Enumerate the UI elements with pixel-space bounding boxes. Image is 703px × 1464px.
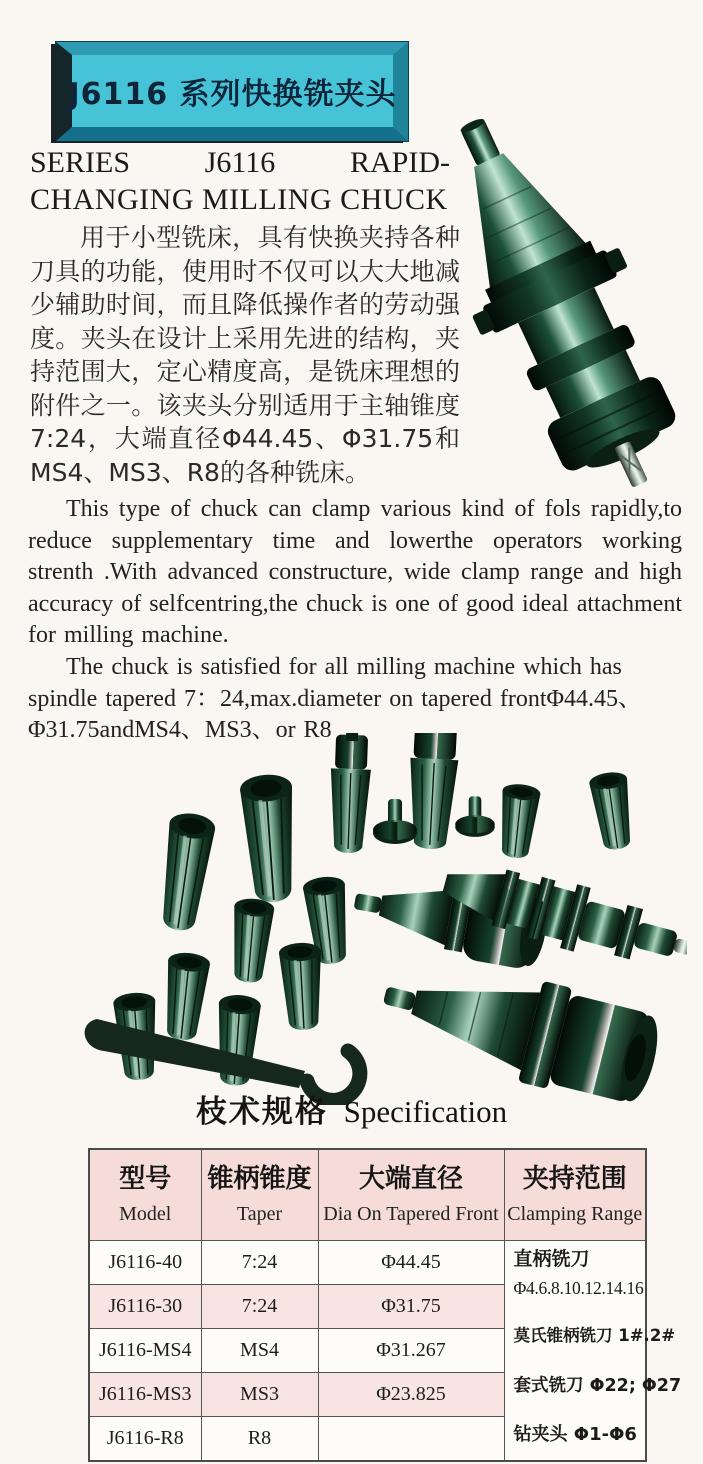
clamping-range-content — [513, 1248, 682, 1446]
cell-model: J6116-MS4 — [89, 1329, 201, 1373]
clamping-range-line: Φ4.6.8.10.12.14.16 — [513, 1277, 644, 1298]
clamping-range-line: 钻夹头 Φ1-Φ6 — [513, 1424, 637, 1446]
series-banner — [56, 42, 408, 141]
header-model — [89, 1149, 201, 1241]
clamping-range-group — [514, 1249, 642, 1298]
chuck-body — [398, 96, 703, 488]
collet — [239, 773, 300, 904]
header-model-en: Model — [119, 1203, 172, 1226]
clamping-range-line: 莫氏锥柄铣刀 1#.2# — [513, 1326, 676, 1346]
specification-heading-zh: 枝术规格 — [195, 1094, 328, 1130]
table-row — [89, 1241, 646, 1285]
series-banner-title: J6116 系列快换铣夹头 — [68, 77, 397, 112]
clamping-range-line: 直柄铣刀 — [513, 1248, 590, 1270]
table-header-row — [89, 1149, 646, 1241]
cell-model: J6116-30 — [89, 1285, 201, 1329]
collet — [496, 783, 541, 860]
header-clamping-range-en: Clamping Range — [507, 1203, 643, 1226]
cell-diameter: Φ31.267 — [318, 1329, 504, 1373]
chinese-intro-paragraph: 用于小型铣床，具有快换夹持各种刀具的功能，使用时不仅可以大大地减少辅助时间，而且降低操作者的劳动强度。夹头在设计上采用先进的结构，夹持范围大，定心精度高，是铣床理想的附件之一。该夹头分别适用于主轴锥度7:24，大端直径Φ44.45、Φ31.75和MS4、MS3、R8的各种铣床。 — [30, 223, 460, 487]
cell-model: J6116-40 — [89, 1241, 201, 1285]
clamping-range-line: 套式铣刀 Φ22; Φ27 — [513, 1375, 682, 1396]
header-taper-en: Taper — [236, 1203, 283, 1226]
retention-screw — [455, 796, 495, 837]
collet — [279, 942, 326, 1031]
english-paragraph-1: This type of chuck can clamp various kind of fols rapidly,to reduce supplementary time and lowerthe operators working strenth .With advanced constructure, wide clamp range and high accuracy of selfcentring,the chuck is one of good ideal attachment for milling machine. — [28, 496, 682, 648]
large-chuck — [372, 945, 666, 1105]
specification-heading — [0, 1086, 703, 1131]
header-diameter-en: Dia On Tapered Front — [323, 1203, 499, 1226]
header-clamping-range-zh: 夹持范围 — [522, 1163, 627, 1194]
collet — [588, 770, 636, 852]
cell-diameter: Φ23.825 — [318, 1373, 504, 1417]
english-title-line2: CHANGING MILLING CHUCK — [30, 183, 448, 216]
retention-screw — [373, 799, 417, 844]
header-model-zh: 型号 — [119, 1163, 172, 1194]
cell-taper: R8 — [201, 1417, 318, 1462]
cell-taper: MS4 — [201, 1329, 318, 1373]
cell-diameter: Φ44.45 — [318, 1241, 504, 1285]
cell-clamping-range — [504, 1241, 682, 1462]
header-taper-zh: 锥柄锥度 — [207, 1163, 312, 1194]
header-clamping-range — [504, 1149, 646, 1241]
tap-arbor — [328, 733, 372, 854]
cell-taper: 7:24 — [201, 1241, 318, 1285]
header-diameter-zh: 大端直径 — [358, 1163, 463, 1194]
english-title-line1: SERIES J6116 RAPID- — [30, 146, 450, 179]
english-paragraph-2: The chuck is satisfied for all milling machine which has spindle tapered 7：24,max.diameter on tapered frontΦ44.45、Φ31.75andMS4、MS3、or R8 — [28, 654, 643, 743]
cell-taper: 7:24 — [201, 1285, 318, 1329]
cell-diameter: Φ31.75 — [318, 1285, 504, 1329]
cell-diameter — [318, 1417, 504, 1462]
cell-taper: MS3 — [201, 1373, 318, 1417]
cell-model: J6116-MS3 — [89, 1373, 201, 1417]
specification-heading-en: Specification — [343, 1094, 508, 1129]
chuck-product-photo — [398, 96, 703, 488]
header-diameter — [318, 1149, 504, 1241]
collet-set-photo — [55, 733, 687, 1105]
collet — [155, 811, 217, 934]
specification-table — [88, 1148, 682, 1462]
collet — [160, 951, 211, 1042]
header-taper — [201, 1149, 318, 1241]
english-title — [30, 144, 450, 218]
collet — [228, 897, 275, 984]
cell-model: J6116-R8 — [89, 1417, 201, 1462]
